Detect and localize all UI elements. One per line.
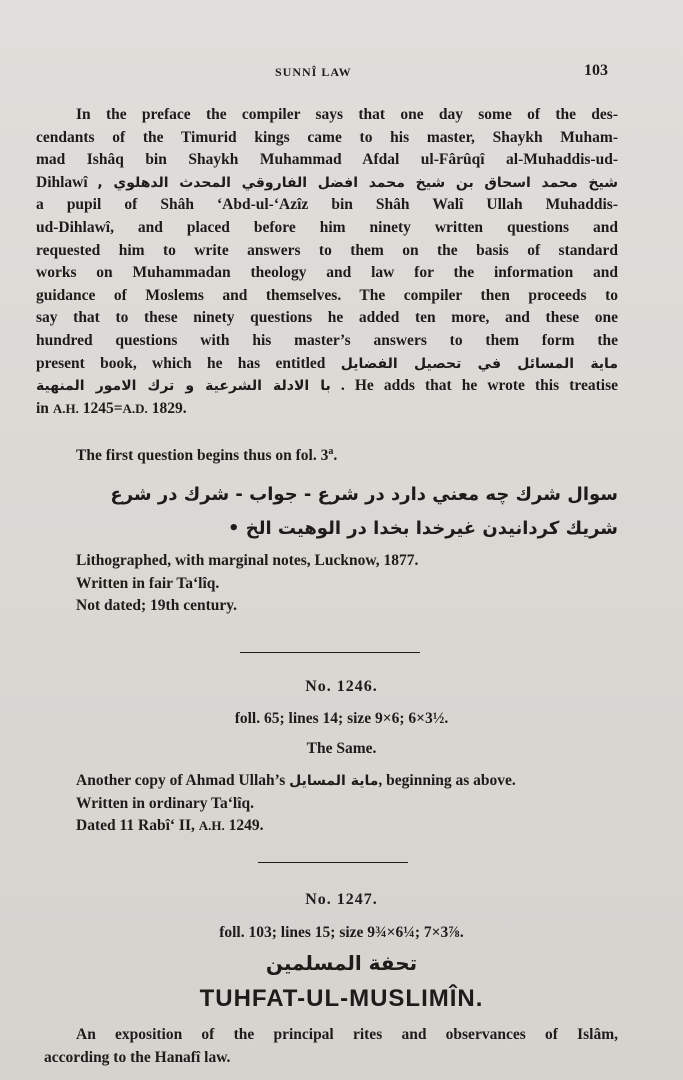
running-title: SUNNÎ LAW — [275, 65, 352, 79]
paragraph-line — [36, 375, 618, 398]
latin-text: Dihlawî — [36, 173, 88, 191]
latin-text: Dated 11 Rabî‘ II, — [76, 817, 199, 835]
paragraph-line — [36, 398, 618, 421]
arabic-title: تحفة المسلمين — [265, 951, 418, 975]
entry-1247-description — [36, 1024, 618, 1069]
note-line — [76, 770, 616, 793]
arabic-text: با الادلة الشرعية و ترك الامور المنهية — [36, 378, 331, 395]
entry-number-1247: No. 1247. — [305, 891, 378, 908]
entry-title: The Same. — [306, 740, 377, 757]
latin-text: . He adds that he wrote this treatise — [340, 377, 618, 395]
entry-1246-notes — [76, 770, 616, 838]
latin-text: 1245= — [78, 399, 123, 417]
arabic-text: شیخ محمد اسحاق بن شیخ محمد افضل الفاروقي المحدث الدهلوي , — [97, 174, 619, 191]
entry-number-1246: No. 1246. — [305, 678, 378, 695]
arabic-text: ماية المسائل في تحصيل الفضايل — [340, 355, 618, 372]
note-line: Written in ordinary Ta‘lîq. — [76, 794, 254, 812]
arabic-quote-line: شريك كردانيدن غيرخدا بخدا در الوهيت الخ • — [227, 518, 618, 539]
arabic-quotation — [36, 478, 618, 546]
first-question-suffix: . — [333, 447, 338, 465]
latin-text: 1249. — [224, 817, 264, 835]
preface-paragraph — [36, 104, 618, 420]
latin-text: , beginning as above. — [378, 772, 516, 789]
paragraph-line: mad Ishâq bin Shaykh Muhammad Afdal ul-Fârûqî al-Muhaddis-ud- — [36, 151, 618, 169]
paragraph-line: In the preface the compiler says that one day some of the des- — [76, 106, 618, 123]
section-divider — [258, 862, 408, 863]
section-divider — [240, 652, 420, 653]
work-title: TUHFAT-UL-MUSLIMÎN. — [199, 985, 484, 1012]
era-abbrev: A.H. — [52, 400, 79, 416]
description-line: An exposition of the principal rites and observances of Islâm, — [76, 1026, 618, 1043]
era-abbrev: A.D. — [122, 400, 148, 416]
paragraph-line: say that to these ninety questions he added ten more, and these one — [36, 309, 618, 327]
paragraph-line — [36, 353, 618, 376]
latin-text: present book, which he has entitled — [36, 354, 326, 372]
first-question-line — [76, 446, 337, 465]
running-head — [0, 62, 683, 84]
note-line: Written in fair Ta‘lîq. — [76, 574, 220, 592]
folio-superscript: a — [328, 446, 334, 457]
note-line: Not dated; 19th century. — [76, 597, 238, 615]
page-number: 103 — [584, 62, 608, 79]
entry-details: foll. 103; lines 15; size 9¾×6¼; 7×3⅞. — [219, 924, 464, 941]
paragraph-line — [36, 172, 618, 195]
latin-text: Another copy of Ahmad Ullah’s — [76, 772, 286, 789]
era-abbrev: A.H. — [198, 818, 225, 834]
latin-text: 1829. — [147, 399, 187, 417]
arabic-quote-line: سوال شرك چه معني دارد در شرع - جواب - شرك در شرع — [110, 484, 618, 505]
paragraph-line: works on Muhammadan theology and law for the information and — [36, 264, 618, 282]
description-line: according to the Hanafî law. — [44, 1048, 231, 1066]
paragraph-line: requested him to write answers to them on the basis of standard — [36, 241, 618, 259]
paragraph-line: guidance of Moslems and themselves. The compiler then proceeds to — [36, 286, 618, 304]
entry-details: foll. 65; lines 14; size 9×6; 6×3½. — [234, 710, 449, 727]
paragraph-line: ud-Dihlawî, and placed before him ninety written questions and — [36, 218, 618, 236]
paragraph-line: a pupil of Shâh ‘Abd-ul-‘Azîz bin Shâh Walî Ullah Muhaddis- — [36, 196, 618, 214]
first-question-text: The first question begins thus on fol. 3 — [76, 447, 329, 465]
arabic-text: ماية المسايل — [289, 773, 379, 789]
note-line: Lithographed, with marginal notes, Lucknow, 1877. — [76, 552, 419, 569]
note-line — [76, 815, 616, 838]
latin-text: in — [36, 399, 53, 417]
paragraph-line: hundred questions with his master’s answers to them form the — [36, 331, 618, 349]
paragraph-line: cendants of the Timurid kings came to his master, Shaykh Muham- — [36, 128, 618, 146]
notes-block — [76, 550, 418, 618]
